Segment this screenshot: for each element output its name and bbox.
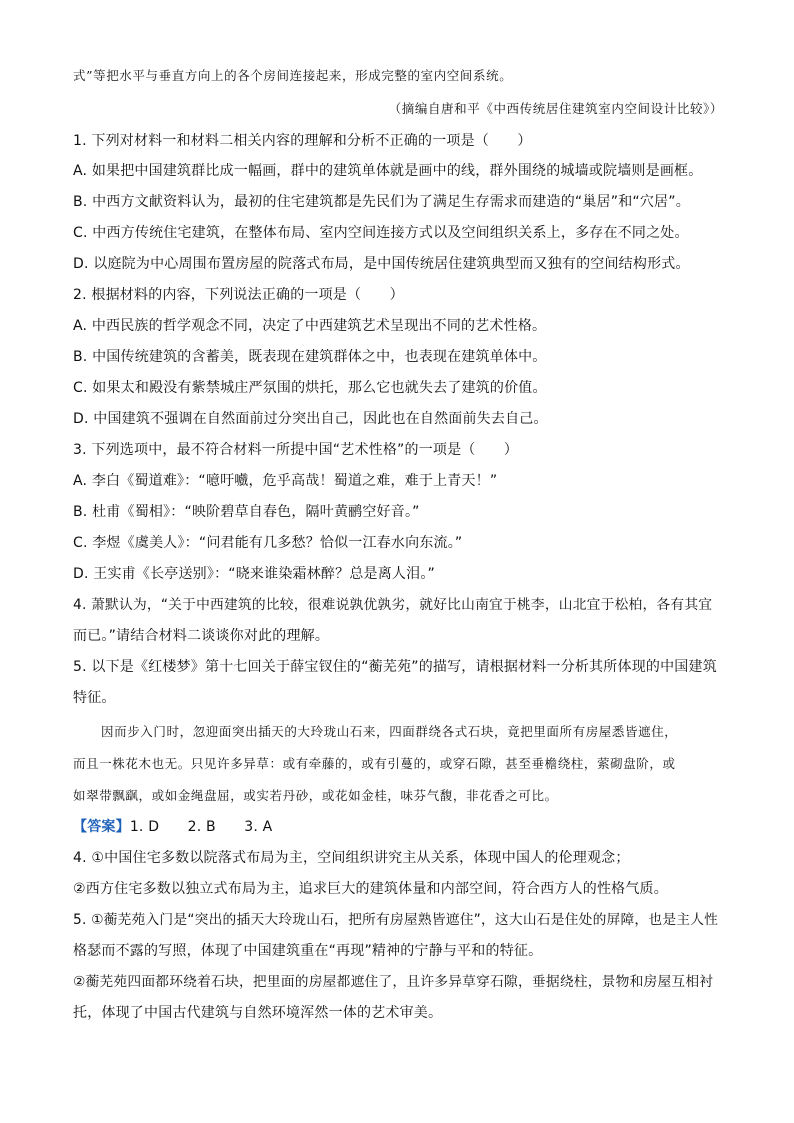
q2-option-b: B. 中国传统建筑的含蓄美，既表现在建筑群体之中，也表现在建筑单体中。: [73, 349, 547, 365]
q4-line-2: 而已。”请结合材料二谈谈你对此的理解。: [73, 628, 330, 644]
q1-option-b: B. 中西方文献资料认为，最初的住宅建筑都是先民们为了满足生存需求而建造的“巢居”和“穴居”。: [73, 194, 690, 210]
q3-option-a: A. 李白《蜀道难》：“噫吁嚱，危乎高哉！蜀道之难，难于上青天！”: [73, 473, 498, 489]
q1-option-c: C. 中西方传统住宅建筑，在整体布局、室内空间连接方式以及空间组织关系上，多存在不同之处。: [73, 225, 689, 241]
q2-option-c: C. 如果太和殿没有紫禁城庄严氛围的烘托，那么它也就失去了建筑的价值。: [73, 380, 547, 396]
q3-option-d: D. 王实甫《长亭送别》：“晓来谁染霜林醉？总是离人泪。”: [73, 566, 435, 582]
answer-label: 【答案】: [73, 819, 130, 835]
q2-option-a: A. 中西民族的哲学观念不同，决定了中西建筑艺术呈现出不同的艺术性格。: [73, 318, 547, 334]
q1-option-d: D. 以庭院为中心周围布置房屋的院落式布局，是中国传统居住建筑典型而又独有的空间结构形式。: [73, 256, 690, 272]
q3-option-c: C. 李煜《虞美人》：“问君能有几多愁？恰似一江春水向东流。”: [73, 535, 463, 551]
excerpt-line-2: 而且一株花木也无。只见许多异草：或有牵藤的，或有引蔓的，或穿石隙，甚至垂檐绕柱，萦砌盘阶，或: [73, 756, 676, 771]
answer-5-line-2: 格瑟而不露的写照，体现了中国建筑重在“再现”精神的宁静与平和的特征。: [73, 943, 543, 959]
material-tail-line: 式”等把水平与垂直方向上的各个房间连接起来，形成完整的室内空间系统。: [73, 68, 513, 83]
answer-4-line-2: ②西方住宅多数以独立式布局为主，追求巨大的建筑体量和内部空间，符合西方人的性格气质。: [73, 881, 668, 897]
answer-choices-line: [73, 817, 723, 837]
excerpt-line-1: 因而步入门时，忽迎面突出插天的大玲珑山石来，四面群绕各式石块，竟把里面所有房屋悉皆遮住，: [101, 724, 678, 739]
material-source: （摘编自唐和平《中西传统居住建筑室内空间设计比较》）: [388, 101, 723, 116]
answer-5-line-3: ②蘅芜苑四面都环绕着石块，把里面的房屋都遮住了，且许多异草穿石隙，垂据绕柱，景物和房屋互相衬: [73, 974, 714, 990]
q1-option-a: A. 如果把中国建筑群比成一幅画，群中的建筑单体就是画中的线，群外围绕的城墙或院墙则是画框。: [73, 163, 703, 179]
q3-option-b: B. 杜甫《蜀相》：“映阶碧草自春色，隔叶黄鹂空好音。”: [73, 504, 420, 520]
q5-line-2: 特征。: [73, 690, 116, 706]
q4-line-1: 4. 萧默认为，“关于中西建筑的比较，很难说孰优孰劣，就好比山南宜于桃李，山北宜于松柏，各有其宜: [73, 597, 713, 613]
q2-stem: 2. 根据材料的内容，下列说法正确的一项是（ ）: [73, 287, 404, 303]
q2-option-d: D. 中国建筑不强调在自然面前过分突出自己，因此也在自然面前失去自己。: [73, 411, 548, 427]
excerpt-line-3: 如翠带飘飖，或如金绳盘屈，或实若丹砂，或花如金桂，味芬气馥，非花香之可比。: [73, 788, 558, 803]
answer-choices: 1. D 2. B 3. A: [129, 819, 273, 835]
answer-4-line-1: 4. ①中国住宅多数以院落式布局为主，空间组织讲究主从关系，体现中国人的伦理观念；: [73, 850, 630, 866]
answer-5-line-1: 5. ①蘅芜苑入门是“突出的插天大玲珑山石，把所有房屋熟皆遮住”，这大山石是住处的屏障，也是主人性: [73, 912, 719, 928]
answer-5-line-4: 托，体现了中国古代建筑与自然环境浑然一体的艺术审美。: [73, 1005, 443, 1021]
q1-stem: 1. 下列对材料一和材料二相关内容的理解和分析不正确的一项是（ ）: [73, 133, 532, 149]
q5-line-1: 5. 以下是《红楼梦》第十七回关于薛宝钗住的“蘅芜苑”的描写，请根据材料一分析其所体现的中国建筑: [73, 659, 717, 675]
q3-stem: 3. 下列选项中，最不符合材料一所提中国“艺术性格”的一项是（ ）: [73, 442, 519, 458]
